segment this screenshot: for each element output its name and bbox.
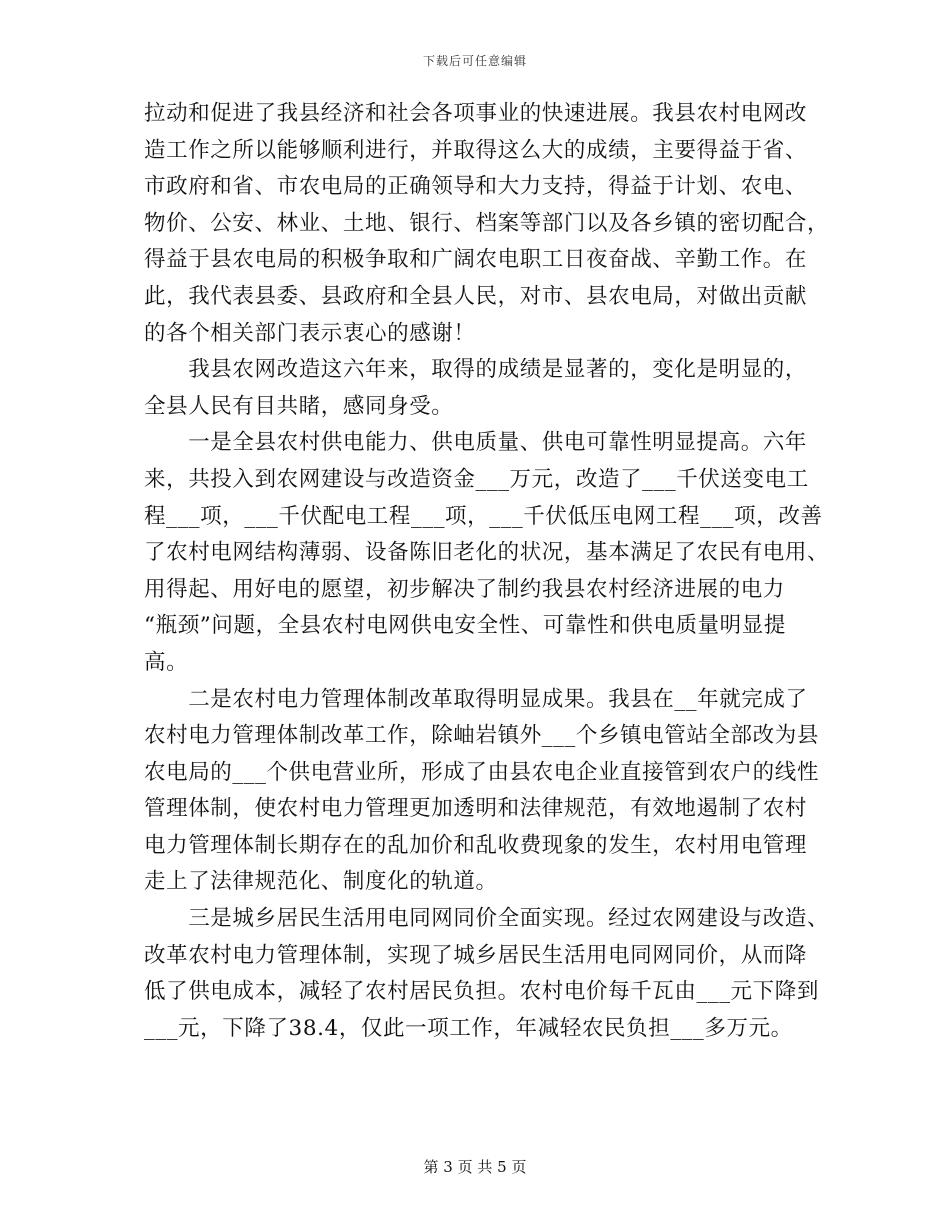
text-line: 程___项，___千伏配电工程___项，___千伏低压电网工程___项，改善 xyxy=(144,503,823,529)
text-line: 走上了法律规范化、制度化的轨道。 xyxy=(144,869,498,895)
document-body xyxy=(144,96,830,1047)
text-line: 来，共投入到农网建设与改造资金___万元，改造了___千伏送变电工 xyxy=(144,466,809,492)
text-line: 低了供电成本，减轻了农村居民负担。农村电价每千瓦由___元下降到 xyxy=(144,979,819,1005)
text-line: 三是城乡居民生活用电同网同价全面实现。经过农网建设与改造、 xyxy=(144,906,830,932)
page-footer: 第 3 页 共 5 页 xyxy=(423,1158,527,1176)
text-line: 改革农村电力管理体制，实现了城乡居民生活用电同网同价，从而降 xyxy=(144,942,808,968)
text-line: 高。 xyxy=(144,649,189,675)
text-line: 管理体制，使农村电力管理更加透明和法律规范，有效地遏制了农村 xyxy=(144,796,808,822)
text-line: 市政府和省、市农电局的正确领导和大力支持，得益于计划、农电、 xyxy=(144,174,808,200)
text-line: 的各个相关部门表示衷心的感谢！ xyxy=(144,320,476,346)
text-line: 用得起、用好电的愿望，初步解决了制约我县农村经济进展的电力 xyxy=(144,576,785,602)
text-line: 了农村电网结构薄弱、设备陈旧老化的状况，基本满足了农民有电用、 xyxy=(144,540,830,566)
text-line: 物价、公安、林业、土地、银行、档案等部门以及各乡镇的密切配合， xyxy=(144,210,830,236)
text-line: 二是农村电力管理体制改革取得明显成果。我县在__年就完成了 xyxy=(144,686,808,712)
text-line: 我县农网改造这六年来，取得的成绩是显著的，变化是明显的， xyxy=(144,357,808,383)
text-line: 农电局的___个供电营业所，形成了由县农电企业直接管到农户的线性 xyxy=(144,759,819,785)
text-line: 拉动和促进了我县经济和社会各项事业的快速进展。我县农村电网改 xyxy=(144,101,808,126)
text-line: “瓶颈”问题，全县农村电网供电安全性、可靠性和供电质量明显提 xyxy=(144,613,786,639)
text-line: 电力管理体制长期存在的乱加价和乱收费现象的发生，农村用电管理 xyxy=(144,832,808,858)
page-header: 下载后可任意编辑 xyxy=(422,54,527,68)
text-line: 全县人民有目共睹，感同身受。 xyxy=(144,393,454,419)
text-line: 得益于县农电局的积极争取和广阔农电职工日夜奋战、辛勤工作。在 xyxy=(144,247,808,273)
text-line: 造工作之所以能够顺利进行，并取得这么大的成绩，主要得益于省、 xyxy=(144,137,808,163)
text-line: 农村电力管理体制改革工作，除岫岩镇外___个乡镇电管站全部改为县 xyxy=(144,723,819,749)
text-line: 此，我代表县委、县政府和全县人民，对市、县农电局，对做出贡献 xyxy=(144,283,808,309)
text-line: 一是全县农村供电能力、供电质量、供电可靠性明显提高。六年 xyxy=(144,430,808,456)
text-line: ___元，下降了38.4，仅此一项工作，年减轻农民负担___多万元。 xyxy=(144,1015,793,1041)
